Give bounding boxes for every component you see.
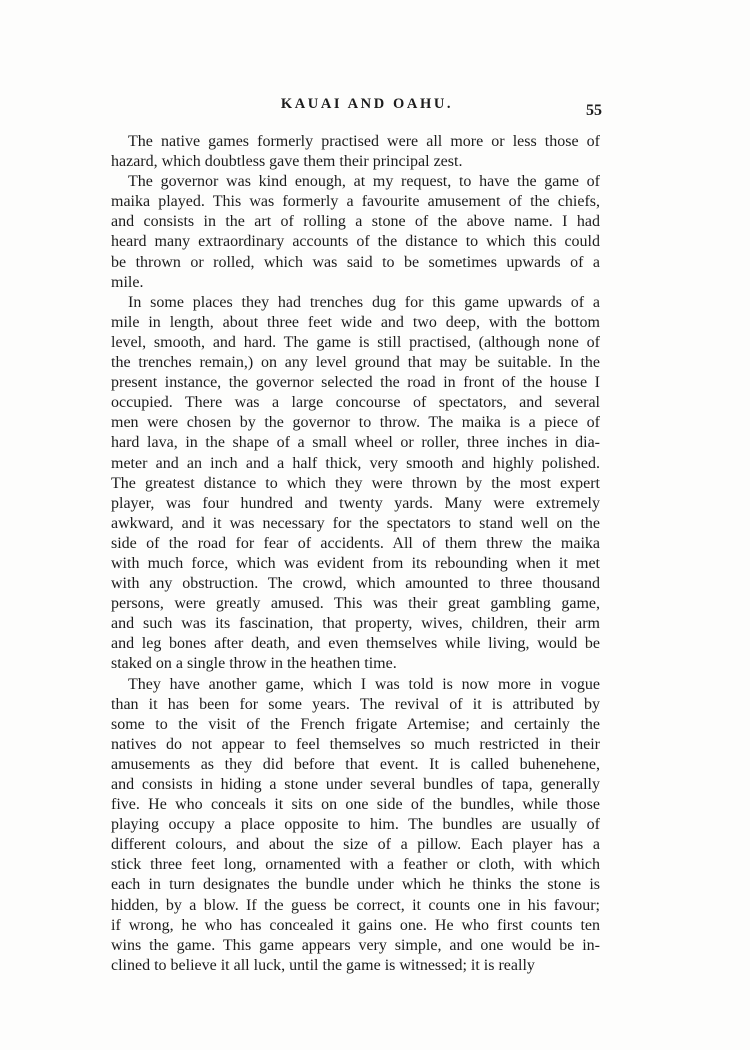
text-line: with any obstruction. The crowd, which amounted to three thousand <box>111 575 600 593</box>
text-line: hard lava, in the shape of a small wheel or roller, three inches in dia- <box>111 434 600 452</box>
paragraph <box>111 293 600 675</box>
text-line: persons, were greatly amused. This was their great gambling game, <box>111 595 600 613</box>
text-line: natives do not appear to feel themselves so much restricted in their <box>111 735 600 753</box>
page-number: 55 <box>586 102 602 119</box>
running-head <box>132 96 602 120</box>
text-line: men were chosen by the governor to throw. The maika is a piece of <box>111 414 600 432</box>
text-line: and consists in the art of rolling a stone of the above name. I had <box>111 213 600 231</box>
text-line: be thrown or rolled, which was said to be sometimes upwards of a <box>111 253 600 271</box>
text-line: some to the visit of the French frigate Artemise; and certainly the <box>111 715 600 733</box>
text-line: present instance, the governor selected the road in front of the house I <box>111 374 600 392</box>
text-line: and such was its fascination, that property, wives, children, their arm <box>111 615 600 633</box>
text-line: In some places they had trenches dug for this game upwards of a <box>128 293 600 311</box>
paragraph <box>111 675 600 976</box>
text-line: stick three feet long, ornamented with a feather or cloth, with which <box>111 856 600 874</box>
text-line: wins the game. This game appears very simple, and one would be in- <box>111 936 600 954</box>
text-line: player, was four hundred and twenty yards. Many were extremely <box>111 494 600 512</box>
text-line: meter and an inch and a half thick, very smooth and highly polished. <box>111 454 600 472</box>
text-line: playing occupy a place opposite to him. The bundles are usually of <box>111 816 600 834</box>
text-line: heard many extraordinary accounts of the distance to which this could <box>111 233 600 251</box>
text-line: and leg bones after death, and even themselves while living, would be <box>111 635 600 653</box>
text-line: than it has been for some years. The revival of it is attributed by <box>111 695 600 713</box>
text-line: with much force, which was evident from its rebounding when it met <box>111 554 600 572</box>
text-line: hazard, which doubtless gave them their principal zest. <box>111 153 463 171</box>
text-line: each in turn designates the bundle under which he thinks the stone is <box>111 876 600 894</box>
text-line: and consists in hiding a stone under several bundles of tapa, generally <box>111 776 600 793</box>
text-line: mile in length, about three feet wide and two deep, with the bottom <box>111 313 600 331</box>
text-line: awkward, and it was necessary for the spectators to stand well on the <box>111 514 600 532</box>
text-line: They have another game, which I was told is now more in vogue <box>128 675 600 693</box>
text-line: amusements as they did before that event. It is called buhenehene, <box>111 755 600 773</box>
text-line: The governor was kind enough, at my request, to have the game of <box>128 173 600 191</box>
text-line: mile. <box>111 273 144 291</box>
text-line: maika played. This was formerly a favourite amusement of the chiefs, <box>111 193 600 211</box>
text-line: different colours, and about the size of a pillow. Each player has a <box>111 836 600 854</box>
text-line: The greatest distance to which they were thrown by the most expert <box>111 474 600 492</box>
running-title: KAUAI AND OAHU. <box>280 96 454 112</box>
text-line: side of the road for fear of accidents. All of them threw the maika <box>111 534 600 552</box>
text-line: five. He who conceals it sits on one side of the bundles, while those <box>111 796 600 814</box>
text-line: level, smooth, and hard. The game is still practised, (although none of <box>111 333 600 351</box>
body-text <box>111 132 600 976</box>
paragraph <box>111 172 600 293</box>
text-line: clined to believe it all luck, until the game is witnessed; it is really <box>111 956 535 974</box>
text-line: if wrong, he who has concealed it gains one. He who first counts ten <box>111 916 600 934</box>
text-line: the trenches remain,) on any level ground that may be suitable. In the <box>111 354 600 372</box>
text-line: The native games formerly practised were all more or less those of <box>128 133 600 150</box>
text-line: hidden, by a blow. If the guess be correct, it counts one in his favour; <box>111 896 600 914</box>
text-line: occupied. There was a large concourse of spectators, and several <box>111 394 600 412</box>
text-line: staked on a single throw in the heathen time. <box>111 655 397 673</box>
paragraph <box>111 132 600 172</box>
